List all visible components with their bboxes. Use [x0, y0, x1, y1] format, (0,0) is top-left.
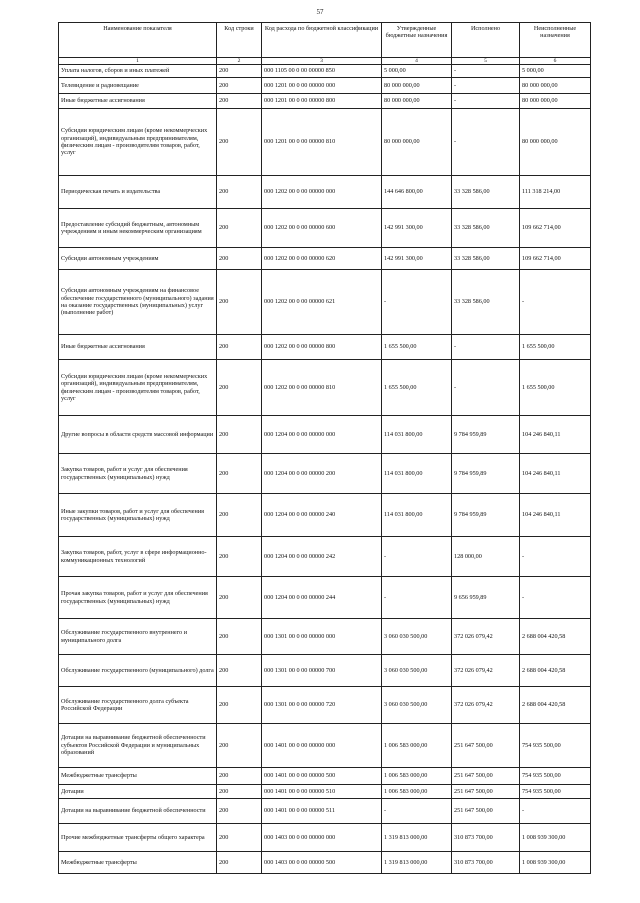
row-budget-code: 000 1403 00 0 00 00000 500 [262, 852, 382, 874]
table-row [59, 768, 591, 785]
row-name: Уплата налогов, сборов и иных платежей [59, 65, 217, 78]
row-unexecuted: 2 688 004 420,58 [520, 619, 591, 655]
row-code: 200 [217, 852, 262, 874]
row-name: Периодическая печать и издательства [59, 176, 217, 209]
row-executed: 33 328 586,00 [452, 176, 520, 209]
row-budget-code: 000 1105 00 0 00 00000 850 [262, 65, 382, 78]
row-approved: - [382, 577, 452, 619]
row-approved: 80 000 000,00 [382, 109, 452, 176]
row-unexecuted: 754 935 500,00 [520, 768, 591, 785]
table-row [59, 360, 591, 416]
row-approved: 1 006 583 000,00 [382, 724, 452, 768]
row-code: 200 [217, 248, 262, 270]
column-number: 6 [520, 58, 591, 65]
row-name: Телевидение и радиовещание [59, 78, 217, 94]
row-approved: - [382, 270, 452, 335]
row-executed: - [452, 78, 520, 94]
page-number: 57 [316, 8, 324, 16]
row-code: 200 [217, 78, 262, 94]
row-executed: 251 647 500,00 [452, 724, 520, 768]
row-name: Дотации [59, 785, 217, 799]
column-number: 4 [382, 58, 452, 65]
row-approved: 114 031 800,00 [382, 454, 452, 494]
row-budget-code: 000 1401 00 0 00 00000 510 [262, 785, 382, 799]
table-row [59, 494, 591, 537]
table-row [59, 109, 591, 176]
row-approved: 144 646 800,00 [382, 176, 452, 209]
column-number: 2 [217, 58, 262, 65]
row-executed: 128 000,00 [452, 537, 520, 577]
row-unexecuted: 2 688 004 420,58 [520, 655, 591, 687]
row-approved: 1 319 813 000,00 [382, 852, 452, 874]
row-name: Прочая закупка товаров, работ и услуг для обеспечения государственных (муниципальных) нужд [59, 577, 217, 619]
row-code: 200 [217, 360, 262, 416]
row-executed: - [452, 335, 520, 360]
row-approved: 3 060 030 500,00 [382, 687, 452, 724]
row-name: Иные закупки товаров, работ и услуг для обеспечения государственных (муниципальных) нужд [59, 494, 217, 537]
row-unexecuted: 80 000 000,00 [520, 109, 591, 176]
table-row [59, 799, 591, 824]
row-executed: 9 656 959,89 [452, 577, 520, 619]
row-executed: 9 784 959,89 [452, 454, 520, 494]
table-row [59, 176, 591, 209]
table-row [59, 209, 591, 248]
table-row [59, 852, 591, 874]
row-name: Иные бюджетные ассигнования [59, 335, 217, 360]
row-code: 200 [217, 454, 262, 494]
row-unexecuted: 80 000 000,00 [520, 94, 591, 109]
row-unexecuted: 104 246 840,11 [520, 416, 591, 454]
row-executed: 9 784 959,89 [452, 416, 520, 454]
row-name: Субсидии автономным учреждениям [59, 248, 217, 270]
row-code: 200 [217, 65, 262, 78]
row-unexecuted: - [520, 577, 591, 619]
row-budget-code: 000 1301 00 0 00 00000 700 [262, 655, 382, 687]
row-executed: 251 647 500,00 [452, 785, 520, 799]
row-budget-code: 000 1401 00 0 00 00000 000 [262, 724, 382, 768]
row-unexecuted: 80 000 000,00 [520, 78, 591, 94]
row-code: 200 [217, 655, 262, 687]
row-approved: 80 000 000,00 [382, 78, 452, 94]
row-budget-code: 000 1204 00 0 00 00000 000 [262, 416, 382, 454]
row-budget-code: 000 1202 00 0 00 00000 800 [262, 335, 382, 360]
row-approved: 1 655 500,00 [382, 360, 452, 416]
row-budget-code: 000 1204 00 0 00 00000 244 [262, 577, 382, 619]
row-name: Субсидии юридическим лицам (кроме некоммерческих организаций), индивидуальным предпринимателям, физическим лицам - производителям товаров, работ, услуг [59, 109, 217, 176]
row-budget-code: 000 1201 00 0 00 00000 000 [262, 78, 382, 94]
row-executed: 9 784 959,89 [452, 494, 520, 537]
row-executed: - [452, 109, 520, 176]
row-budget-code: 000 1401 00 0 00 00000 511 [262, 799, 382, 824]
row-code: 200 [217, 176, 262, 209]
row-unexecuted: 1 655 500,00 [520, 360, 591, 416]
row-executed: - [452, 65, 520, 78]
header-indicator-name: Наименование показателя [59, 23, 217, 58]
row-unexecuted: - [520, 537, 591, 577]
row-budget-code: 000 1202 00 0 00 00000 600 [262, 209, 382, 248]
row-budget-code: 000 1202 00 0 00 00000 000 [262, 176, 382, 209]
row-executed: 33 328 586,00 [452, 270, 520, 335]
row-budget-code: 000 1401 00 0 00 00000 500 [262, 768, 382, 785]
row-name: Закупка товаров, работ, услуг в сфере информационно-коммуникационных технологий [59, 537, 217, 577]
row-executed: 372 026 079,42 [452, 687, 520, 724]
row-budget-code: 000 1301 00 0 00 00000 720 [262, 687, 382, 724]
column-number: 1 [59, 58, 217, 65]
row-unexecuted: - [520, 799, 591, 824]
row-approved: 80 000 000,00 [382, 94, 452, 109]
row-approved: 114 031 800,00 [382, 494, 452, 537]
table-row [59, 655, 591, 687]
table-row [59, 270, 591, 335]
header-line-code: Код строки [217, 23, 262, 58]
table-row [59, 78, 591, 94]
row-name: Дотации на выравнивание бюджетной обеспеченности субъектов Российской Федерации и муниципальных образований [59, 724, 217, 768]
row-code: 200 [217, 619, 262, 655]
header-unexecuted: Неисполненные назначения [520, 23, 591, 58]
row-approved: - [382, 799, 452, 824]
row-budget-code: 000 1403 00 0 00 00000 000 [262, 824, 382, 852]
row-budget-code: 000 1301 00 0 00 00000 000 [262, 619, 382, 655]
row-code: 200 [217, 94, 262, 109]
row-unexecuted: 1 655 500,00 [520, 335, 591, 360]
row-code: 200 [217, 799, 262, 824]
row-executed: 251 647 500,00 [452, 768, 520, 785]
row-unexecuted: 109 662 714,00 [520, 248, 591, 270]
row-executed: 33 328 586,00 [452, 248, 520, 270]
row-executed: 372 026 079,42 [452, 619, 520, 655]
row-code: 200 [217, 824, 262, 852]
row-approved: - [382, 537, 452, 577]
row-budget-code: 000 1204 00 0 00 00000 242 [262, 537, 382, 577]
table-row [59, 537, 591, 577]
row-budget-code: 000 1204 00 0 00 00000 240 [262, 494, 382, 537]
budget-execution-table [58, 22, 591, 874]
row-code: 200 [217, 209, 262, 248]
row-budget-code: 000 1202 00 0 00 00000 620 [262, 248, 382, 270]
row-code: 200 [217, 687, 262, 724]
row-code: 200 [217, 335, 262, 360]
row-code: 200 [217, 768, 262, 785]
row-name: Субсидии автономным учреждениям на финансовое обеспечение государственного (муниципального) задания на оказание государственных (муниципальных) услуг (выполнение работ) [59, 270, 217, 335]
row-executed: 33 328 586,00 [452, 209, 520, 248]
row-budget-code: 000 1202 00 0 00 00000 810 [262, 360, 382, 416]
row-approved: 1 655 500,00 [382, 335, 452, 360]
table-header-row [59, 23, 591, 58]
row-approved: 1 006 583 000,00 [382, 785, 452, 799]
row-approved: 1 006 583 000,00 [382, 768, 452, 785]
row-unexecuted: 754 935 500,00 [520, 724, 591, 768]
header-budget-code: Код расхода по бюджетной классификации [262, 23, 382, 58]
table-row [59, 577, 591, 619]
table-row [59, 454, 591, 494]
row-name: Закупка товаров, работ и услуг для обеспечения государственных (муниципальных) нужд [59, 454, 217, 494]
row-name: Дотации на выравнивание бюджетной обеспеченности [59, 799, 217, 824]
column-number: 3 [262, 58, 382, 65]
row-code: 200 [217, 577, 262, 619]
row-unexecuted: 104 246 840,11 [520, 494, 591, 537]
row-name: Обслуживание государственного долга субъекта Российской Федерации [59, 687, 217, 724]
row-code: 200 [217, 724, 262, 768]
row-approved: 3 060 030 500,00 [382, 619, 452, 655]
row-code: 200 [217, 785, 262, 799]
row-executed: - [452, 94, 520, 109]
row-unexecuted: 111 318 214,00 [520, 176, 591, 209]
row-approved: 114 031 800,00 [382, 416, 452, 454]
header-executed: Исполнено [452, 23, 520, 58]
row-name: Другие вопросы в области средств массовой информации [59, 416, 217, 454]
row-name: Межбюджетные трансферты [59, 852, 217, 874]
row-executed: 310 873 700,00 [452, 852, 520, 874]
table-row [59, 824, 591, 852]
table-row [59, 687, 591, 724]
table-row [59, 724, 591, 768]
row-approved: 1 319 813 000,00 [382, 824, 452, 852]
row-code: 200 [217, 416, 262, 454]
row-budget-code: 000 1204 00 0 00 00000 200 [262, 454, 382, 494]
row-approved: 3 060 030 500,00 [382, 655, 452, 687]
row-budget-code: 000 1201 00 0 00 00000 800 [262, 94, 382, 109]
column-number-row [59, 58, 591, 65]
row-code: 200 [217, 537, 262, 577]
row-unexecuted: 1 008 939 300,00 [520, 824, 591, 852]
row-executed: 372 026 079,42 [452, 655, 520, 687]
row-name: Обслуживание государственного (муниципального) долга [59, 655, 217, 687]
table-row [59, 94, 591, 109]
row-executed: 251 647 500,00 [452, 799, 520, 824]
row-unexecuted: 109 662 714,00 [520, 209, 591, 248]
row-name: Межбюджетные трансферты [59, 768, 217, 785]
table-row [59, 619, 591, 655]
row-approved: 142 991 300,00 [382, 209, 452, 248]
row-code: 200 [217, 270, 262, 335]
table-row [59, 65, 591, 78]
row-unexecuted: - [520, 270, 591, 335]
header-approved: Утвержденные бюджетные назначения [382, 23, 452, 58]
row-executed: - [452, 360, 520, 416]
row-unexecuted: 104 246 840,11 [520, 454, 591, 494]
row-code: 200 [217, 494, 262, 537]
row-budget-code: 000 1201 00 0 00 00000 810 [262, 109, 382, 176]
row-approved: 142 991 300,00 [382, 248, 452, 270]
table-row [59, 335, 591, 360]
row-unexecuted: 754 935 500,00 [520, 785, 591, 799]
row-name: Субсидии юридическим лицам (кроме некоммерческих организаций), индивидуальным предпринимателям, физическим лицам - производителям товаров, работ, услуг [59, 360, 217, 416]
row-name: Обслуживание государственного внутреннего и муниципального долга [59, 619, 217, 655]
table-row [59, 785, 591, 799]
row-unexecuted: 5 000,00 [520, 65, 591, 78]
row-code: 200 [217, 109, 262, 176]
row-name: Прочие межбюджетные трансферты общего характера [59, 824, 217, 852]
row-executed: 310 873 700,00 [452, 824, 520, 852]
column-number: 5 [452, 58, 520, 65]
table-row [59, 416, 591, 454]
row-budget-code: 000 1202 00 0 00 00000 621 [262, 270, 382, 335]
row-unexecuted: 2 688 004 420,58 [520, 687, 591, 724]
table-row [59, 248, 591, 270]
row-name: Предоставление субсидий бюджетным, автономным учреждениям и иным некоммерческим организациям [59, 209, 217, 248]
row-approved: 5 000,00 [382, 65, 452, 78]
row-name: Иные бюджетные ассигнования [59, 94, 217, 109]
row-unexecuted: 1 008 939 300,00 [520, 852, 591, 874]
